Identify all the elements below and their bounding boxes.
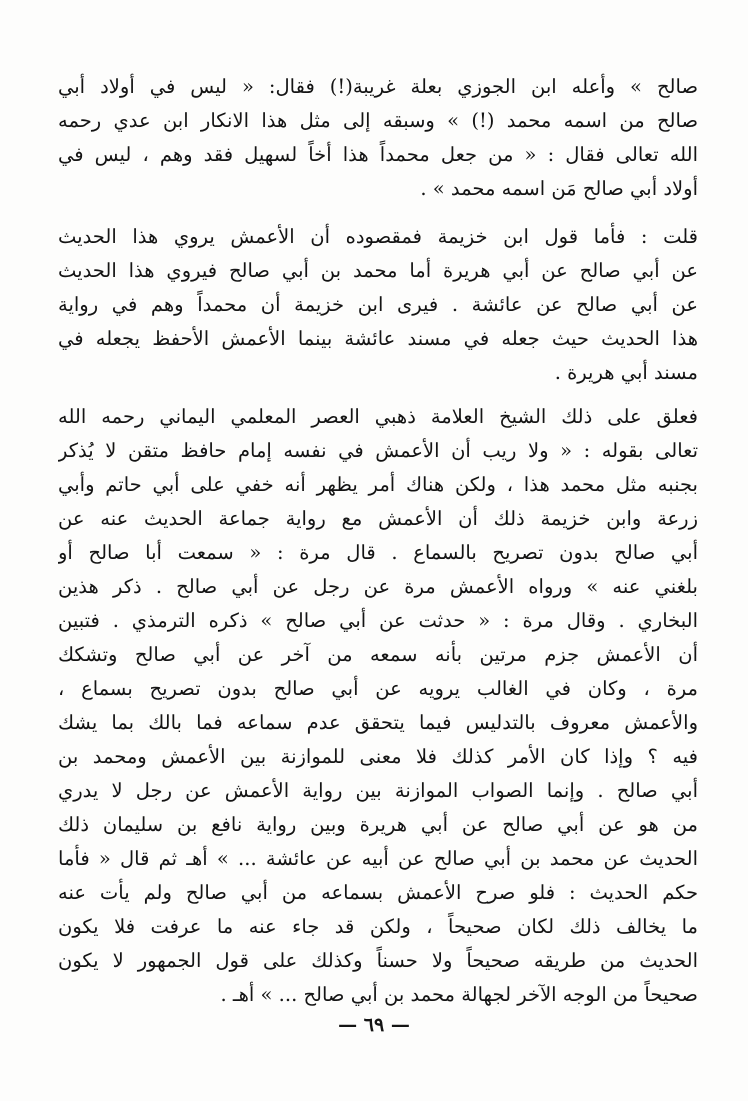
text-line: أبي صالح . وإنما الصواب الموازنة بين رواية الأعمش عن رجل لا يدري	[58, 779, 698, 802]
text-line: صحيحاً من الوجه الآخر لجهالة محمد بن أبي صالح ... » أهـ .	[220, 983, 698, 1006]
text-line: الحديث من طريقه صحيحاً ولا حسناً وكذلك على قول الجمهور لا يكون	[58, 949, 698, 972]
text-line: والأعمش معروف بالتدليس فيما يتحقق عدم سماعه فما بالك بما يشك	[58, 711, 698, 734]
text-line: الحديث عن محمد بن أبي صالح عن أبيه عن عائشة ... » أهـ ثم قال « فأما	[58, 847, 698, 870]
text-line: أبي صالح بدون تصريح بالسماع . قال مرة : « سمعت أبا صالح أو	[58, 541, 698, 564]
text-line: فيه ؟ وإذا كان الأمر كذلك فلا معنى للموازنة بين الأعمش ومحمد بن	[58, 745, 698, 768]
text-line: بجنبه مثل محمد هذا ، ولكن هناك أمر يظهر أنه خفي على أبي حاتم وأبي	[58, 473, 698, 496]
text-line: عن أبي صالح عن عائشة . فيرى ابن خزيمة أن محمداً وهم في رواية	[58, 293, 698, 316]
text-line: صالح » وأعله ابن الجوزي بعلة غريبة(!) فقال: « ليس في أولاد أبي	[58, 75, 698, 98]
text-line: مرة ، وكان في الغالب يرويه عن أبي صالح بدون تصريح بسماع ،	[58, 677, 698, 700]
text-line: مسند أبي هريرة .	[554, 361, 698, 384]
text-line: أولاد أبي صالح مَن اسمه محمد » .	[420, 177, 698, 200]
text-line: ما يخالف ذلك لكان صحيحاً ، ولكن قد جاء عنه ما عرفت فلا يكون	[58, 915, 698, 938]
text-line: صالح من اسمه محمد (!) » وسبقه إلى مثل هذا الانكار ابن عدي رحمه	[58, 109, 698, 132]
text-line: بلغني عنه » ورواه الأعمش مرة عن رجل عن أبي صالح . ذكر هذين	[58, 575, 698, 598]
text-line: تعالى بقوله : « ولا ريب أن الأعمش في نفسه إمام حافظ متقن لا يُذكر	[58, 439, 698, 462]
text-line: البخاري . وقال مرة : « حدثت عن أبي صالح » ذكره الترمذي . فتبين	[58, 609, 698, 632]
paragraph-1	[58, 70, 698, 206]
text-line: حكم الحديث : فلو صرح الأعمش بسماعه من أبي صالح ولم يأت عنه	[58, 881, 698, 904]
text-line: الله تعالى فقال : « من جعل محمداً هذا أخاً لسهيل فقد وهم ، ليس في	[58, 143, 698, 166]
text-line: عن أبي صالح عن أبي هريرة أما محمد بن أبي صالح فيروي هذا الحديث	[58, 259, 698, 282]
text-line: قلت : فأما قول ابن خزيمة فمقصوده أن الأعمش يروي هذا الحديث	[58, 225, 698, 248]
text-line: فعلق على ذلك الشيخ العلامة ذهبي العصر المعلمي اليماني رحمه الله	[58, 405, 698, 428]
text-line: زرعة وابن خزيمة ذلك أن الأعمش مع رواية جماعة الحديث عنه عن	[58, 507, 698, 530]
page-number: — ٦٩ —	[338, 1014, 410, 1036]
paragraph-3	[58, 400, 698, 1012]
paragraph-2	[58, 220, 698, 390]
text-line: من هو عن أبي صالح عن أبي هريرة وبين رواية نافع بن سليمان ذلك	[58, 813, 698, 836]
text-line: هذا الحديث حيث جعله في مسند عائشة بينما الأعمش الأحفظ يجعله في	[58, 327, 698, 350]
text-line: أن الأعمش جزم مرتين بأنه سمعه من آخر عن أبي صالح وتشكك	[58, 643, 698, 666]
